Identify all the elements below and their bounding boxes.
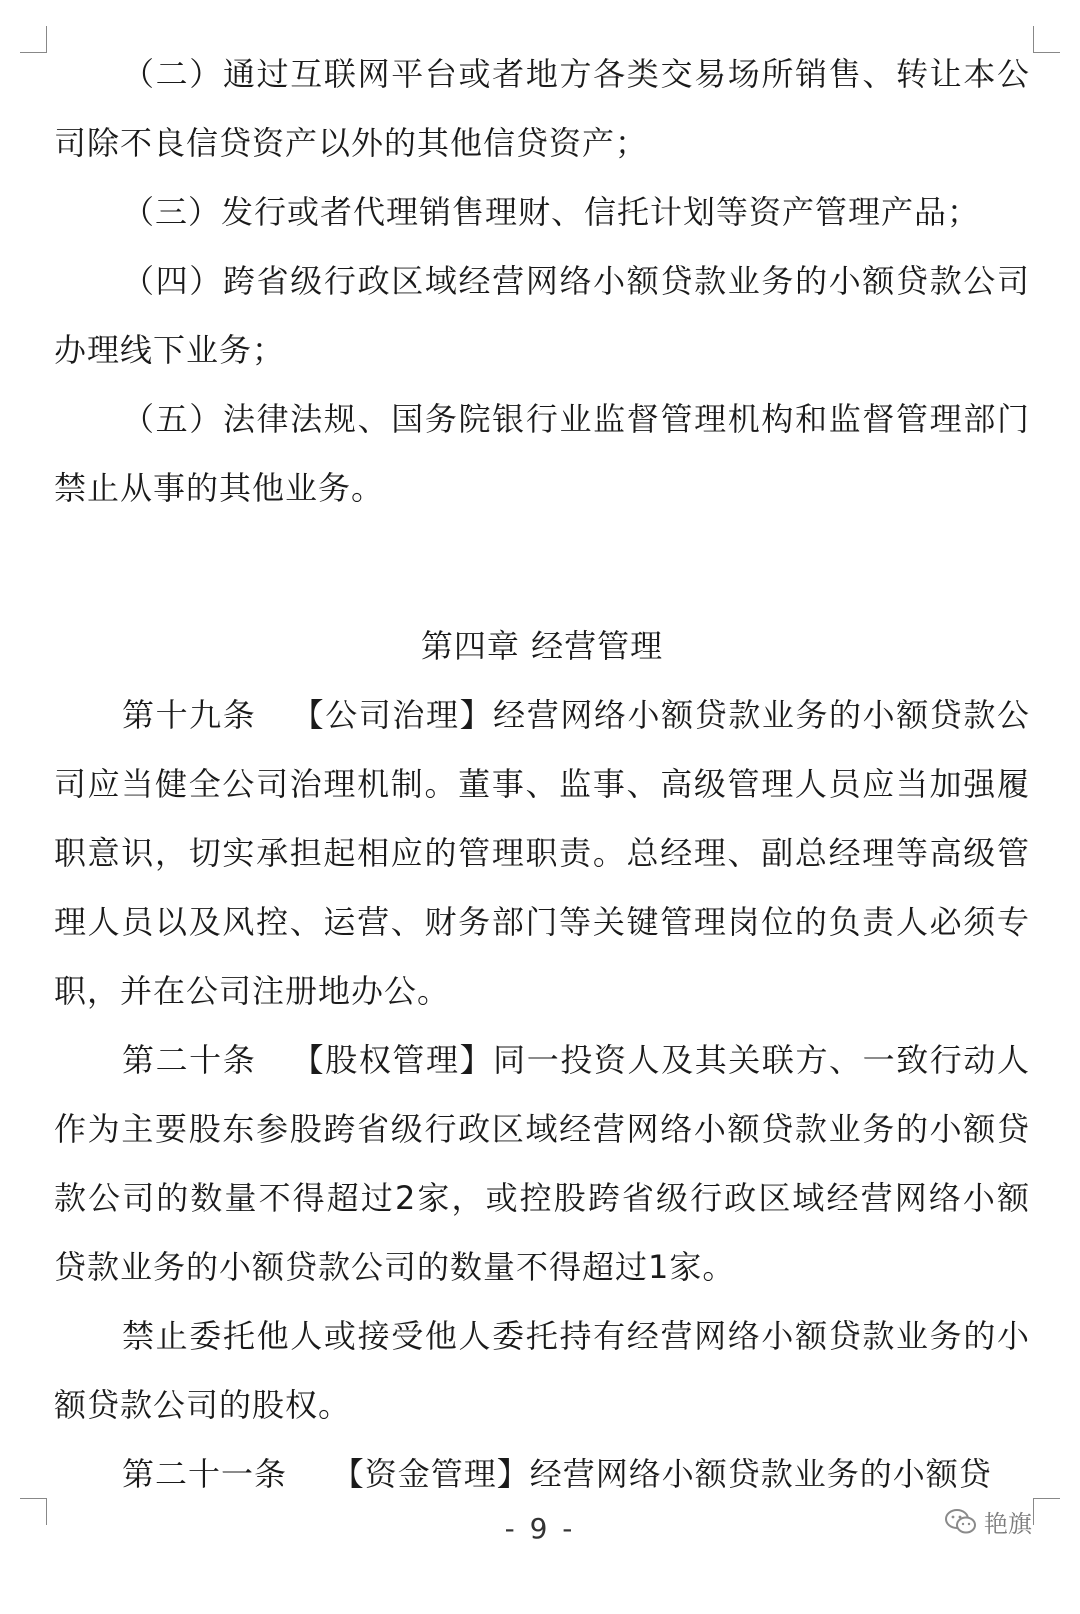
crop-mark-top-right bbox=[1033, 26, 1060, 53]
article-label: 第二十条 bbox=[122, 1041, 257, 1079]
clause-paragraph: （三）发行或者代理销售理财、信托计划等资产管理产品； bbox=[122, 193, 981, 231]
article-20 bbox=[54, 1026, 1030, 1302]
article-21 bbox=[54, 1440, 1030, 1509]
crop-mark-top-left bbox=[20, 26, 47, 53]
clause-paragraph: （五）法律法规、国务院银行业监督管理机构和监督管理部门禁止从事的其他业务。 bbox=[54, 400, 1030, 507]
article-label: 第十九条 bbox=[122, 696, 257, 734]
chapter-title: 第四章 经营管理 bbox=[420, 627, 664, 665]
article-label: 第二十一条 bbox=[122, 1455, 288, 1493]
article-text: 【资金管理】经营网络小额贷款业务的小额贷 bbox=[331, 1455, 992, 1493]
watermark bbox=[944, 1504, 1032, 1539]
document-body bbox=[54, 40, 1030, 1509]
wechat-icon bbox=[944, 1508, 978, 1536]
article-19 bbox=[54, 681, 1030, 1026]
article-text: 【公司治理】经营网络小额贷款业务的小额贷款公司应当健全公司治理机制。董事、监事、高级管理人员应当加强履职意识，切实承担起相应的管理职责。总经理、副总经理等高级管理人员以及风控、运营、财务部门等关键管理岗位的负责人必须专职，并在公司注册地办公。 bbox=[54, 696, 1030, 1010]
article-20-extra: 禁止委托他人或接受他人委托持有经营网络小额贷款业务的小额贷款公司的股权。 bbox=[54, 1317, 1030, 1424]
page-number: - 9 - bbox=[504, 1512, 576, 1545]
clause-paragraph: （四）跨省级行政区域经营网络小额贷款业务的小额贷款公司办理线下业务； bbox=[54, 262, 1030, 369]
clause-paragraph: （二）通过互联网平台或者地方各类交易场所销售、转让本公司除不良信贷资产以外的其他信贷资产； bbox=[54, 55, 1030, 162]
watermark-text: 艳旗 bbox=[984, 1510, 1032, 1538]
article-text: 【股权管理】同一投资人及其关联方、一致行动人作为主要股东参股跨省级行政区域经营网络小额贷款业务的小额贷款公司的数量不得超过2家，或控股跨省级行政区域经营网络小额贷款业务的小额贷款公司的数量不得超过1家。 bbox=[54, 1041, 1030, 1286]
